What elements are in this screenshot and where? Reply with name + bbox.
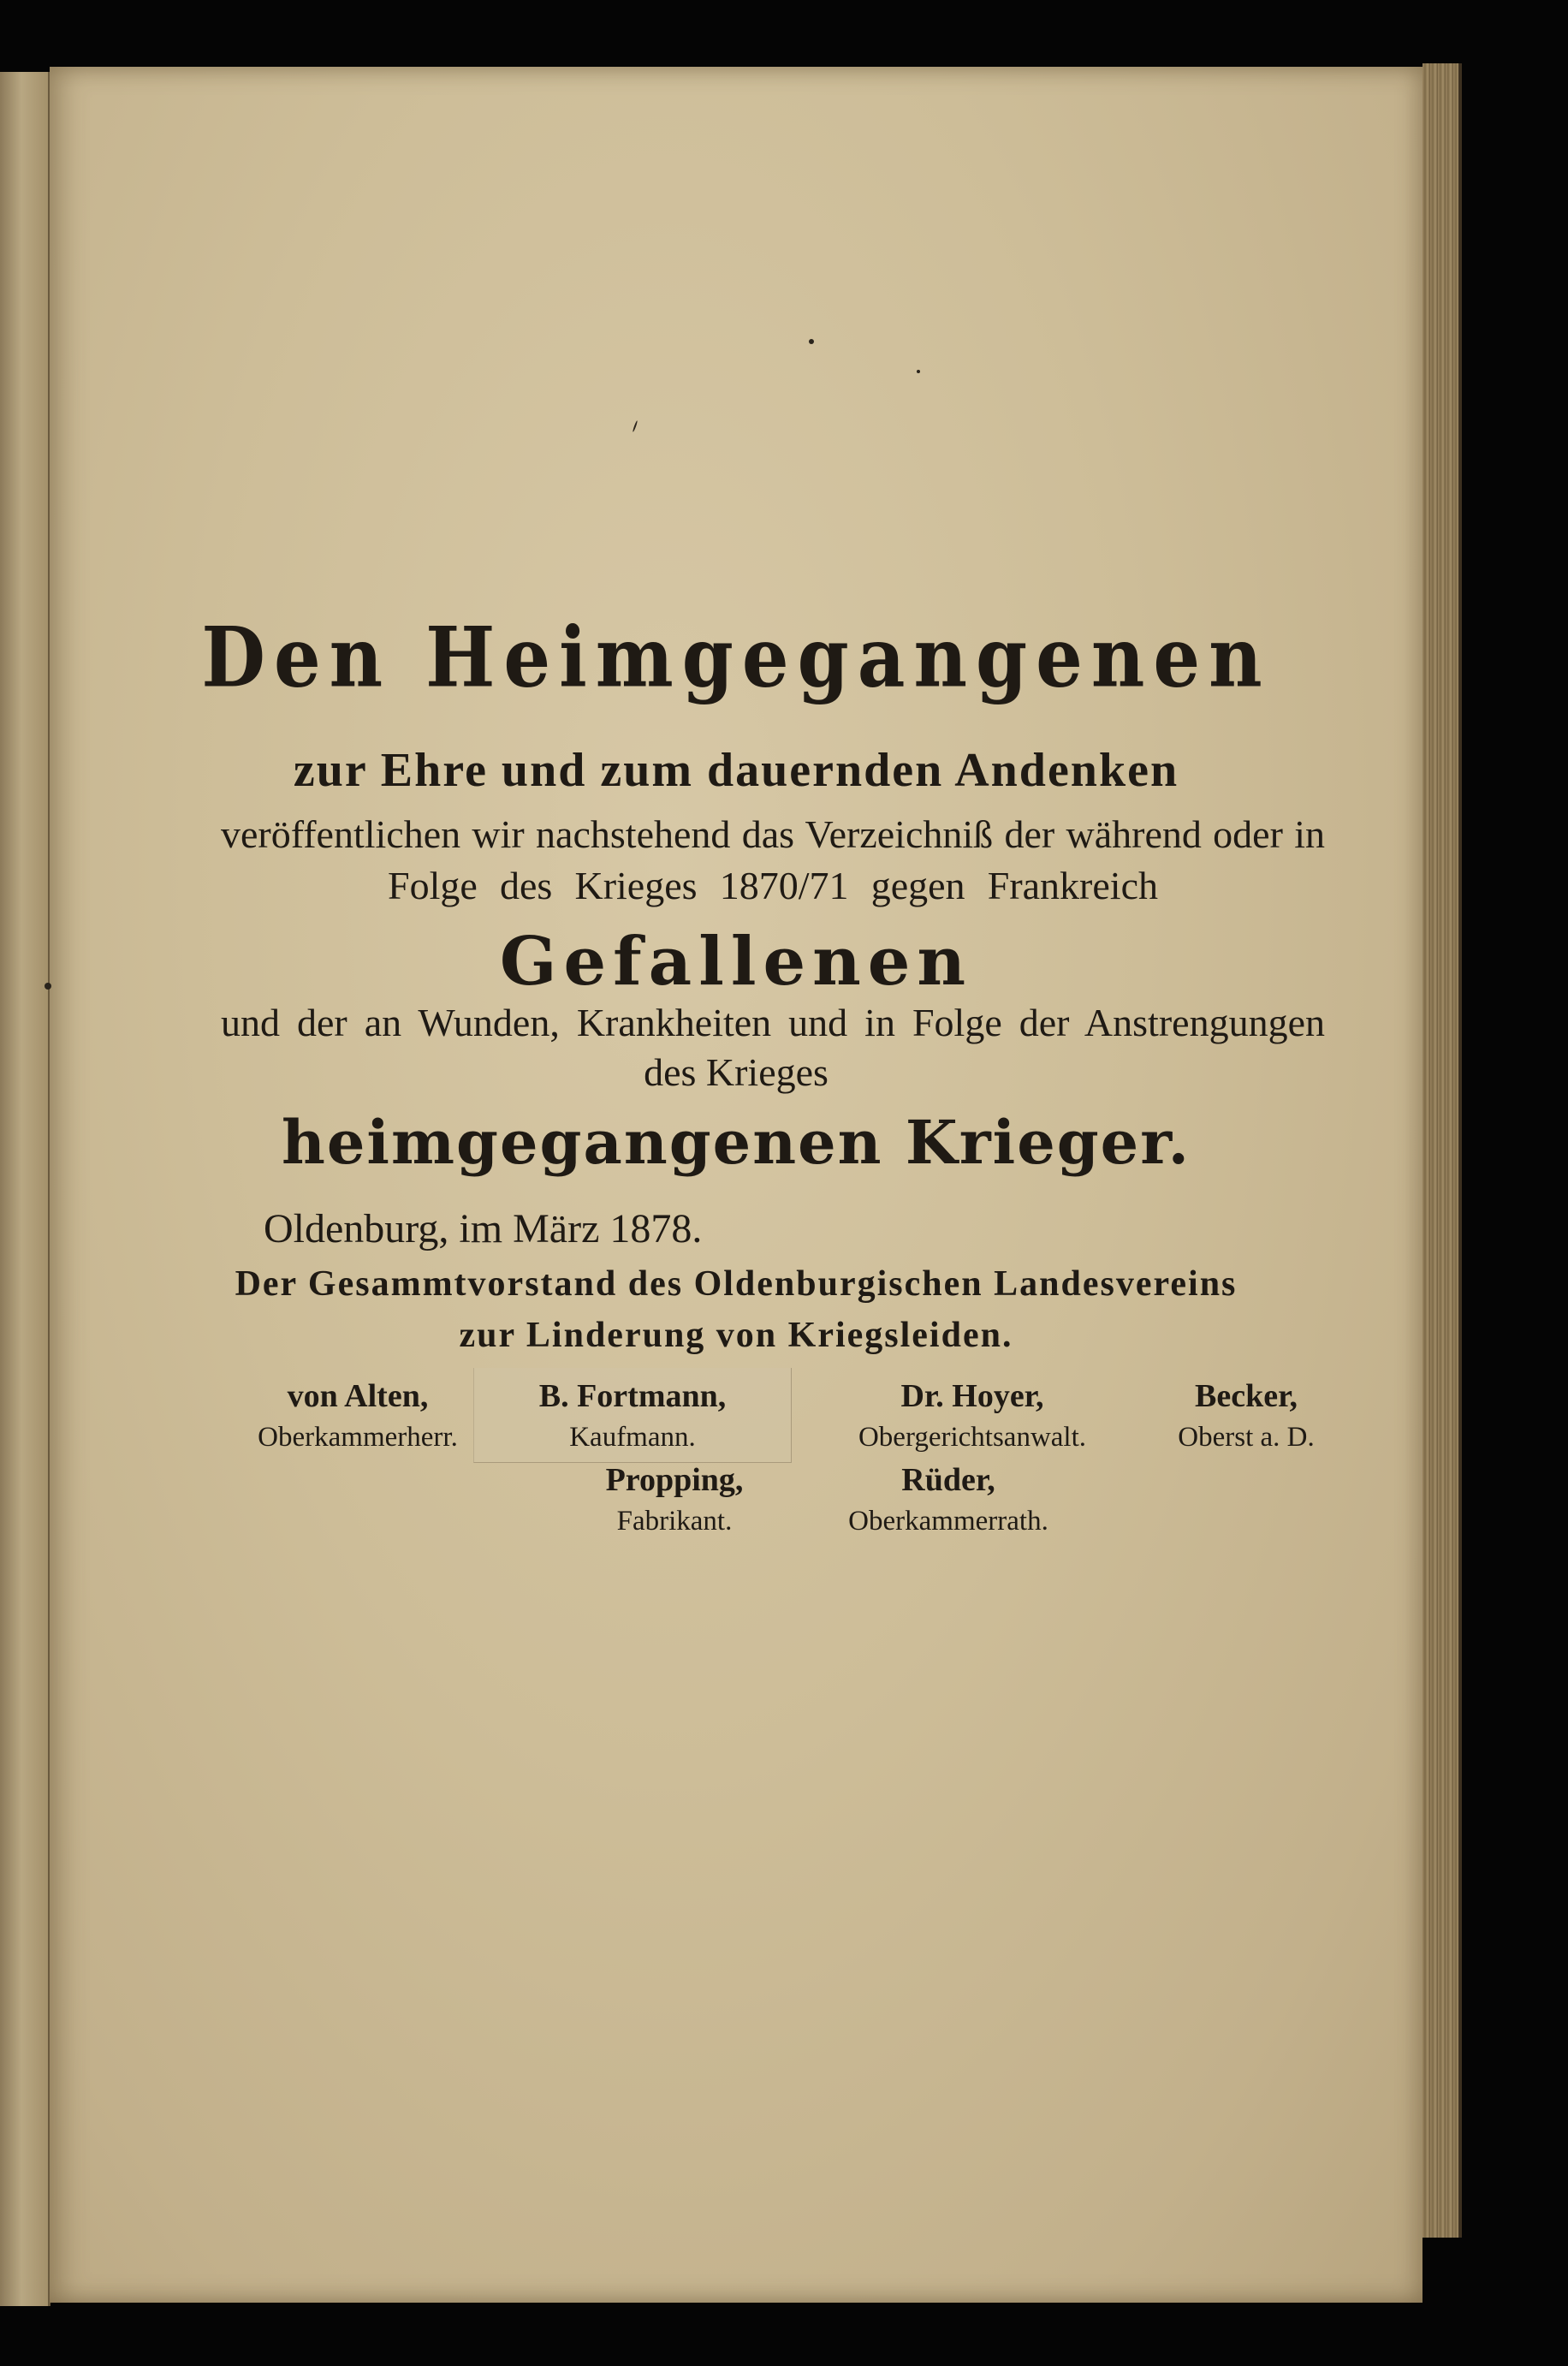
signatory-name: Dr. Hoyer,	[900, 1378, 1044, 1414]
signatory-becker	[1101, 1375, 1392, 1457]
signatory-fortmann	[473, 1368, 792, 1463]
book-page	[50, 67, 1422, 2303]
dedication-subtitle: zur Ehre und zum dauernden Andenken	[293, 744, 1179, 797]
fallen-heading: Gefallenen	[499, 923, 973, 1001]
signatory-rueder	[769, 1459, 1128, 1541]
signatory-name: B. Fortmann,	[538, 1378, 727, 1414]
signatory-name: Rüder,	[901, 1462, 995, 1498]
wounds-text-line: und der an Wunden, Krankheiten und in Folge der Anstrengungen	[221, 1001, 1325, 1044]
signatory-role: Oberkammerherr.	[258, 1422, 458, 1453]
ink-speck	[45, 983, 51, 990]
signatory-name: Propping,	[605, 1462, 744, 1498]
left-page-edge	[0, 72, 50, 2306]
signatory-hoyer	[793, 1375, 1152, 1457]
signatory-role: Oberkammerrath.	[848, 1506, 1048, 1537]
warriors-heading: heimgegangenen Krieger.	[281, 1107, 1191, 1178]
intro-text-line: Folge des Krieges 1870/71 gegen Frankreich	[388, 864, 1158, 907]
signatory-name: von Alten,	[287, 1378, 429, 1414]
page-fore-edge	[1422, 63, 1462, 2238]
signatory-role: Obergerichtsanwalt.	[858, 1422, 1087, 1453]
committee-name: Der Gesammtvorstand des Oldenburgischen Landesvereins	[235, 1264, 1238, 1304]
ink-speck	[633, 420, 638, 432]
intro-text-line: veröffentlichen wir nachstehend das Verzeichniß der während oder in	[221, 812, 1325, 856]
committee-name: zur Linderung von Kriegsleiden.	[459, 1316, 1013, 1355]
signatory-role: Kaufmann.	[569, 1422, 696, 1453]
ink-speck	[809, 339, 814, 344]
signatory-role: Fabrikant.	[616, 1506, 733, 1537]
place-date: Oldenburg, im März 1878.	[264, 1206, 703, 1251]
dedication-title: Den Heimgegangenen	[201, 609, 1271, 707]
wounds-text-line: des Krieges	[644, 1050, 829, 1094]
signatory-role: Oberst a. D.	[1178, 1422, 1315, 1453]
signatory-name: Becker,	[1195, 1378, 1298, 1414]
ink-speck	[917, 370, 920, 373]
signatory-alten	[204, 1375, 512, 1457]
